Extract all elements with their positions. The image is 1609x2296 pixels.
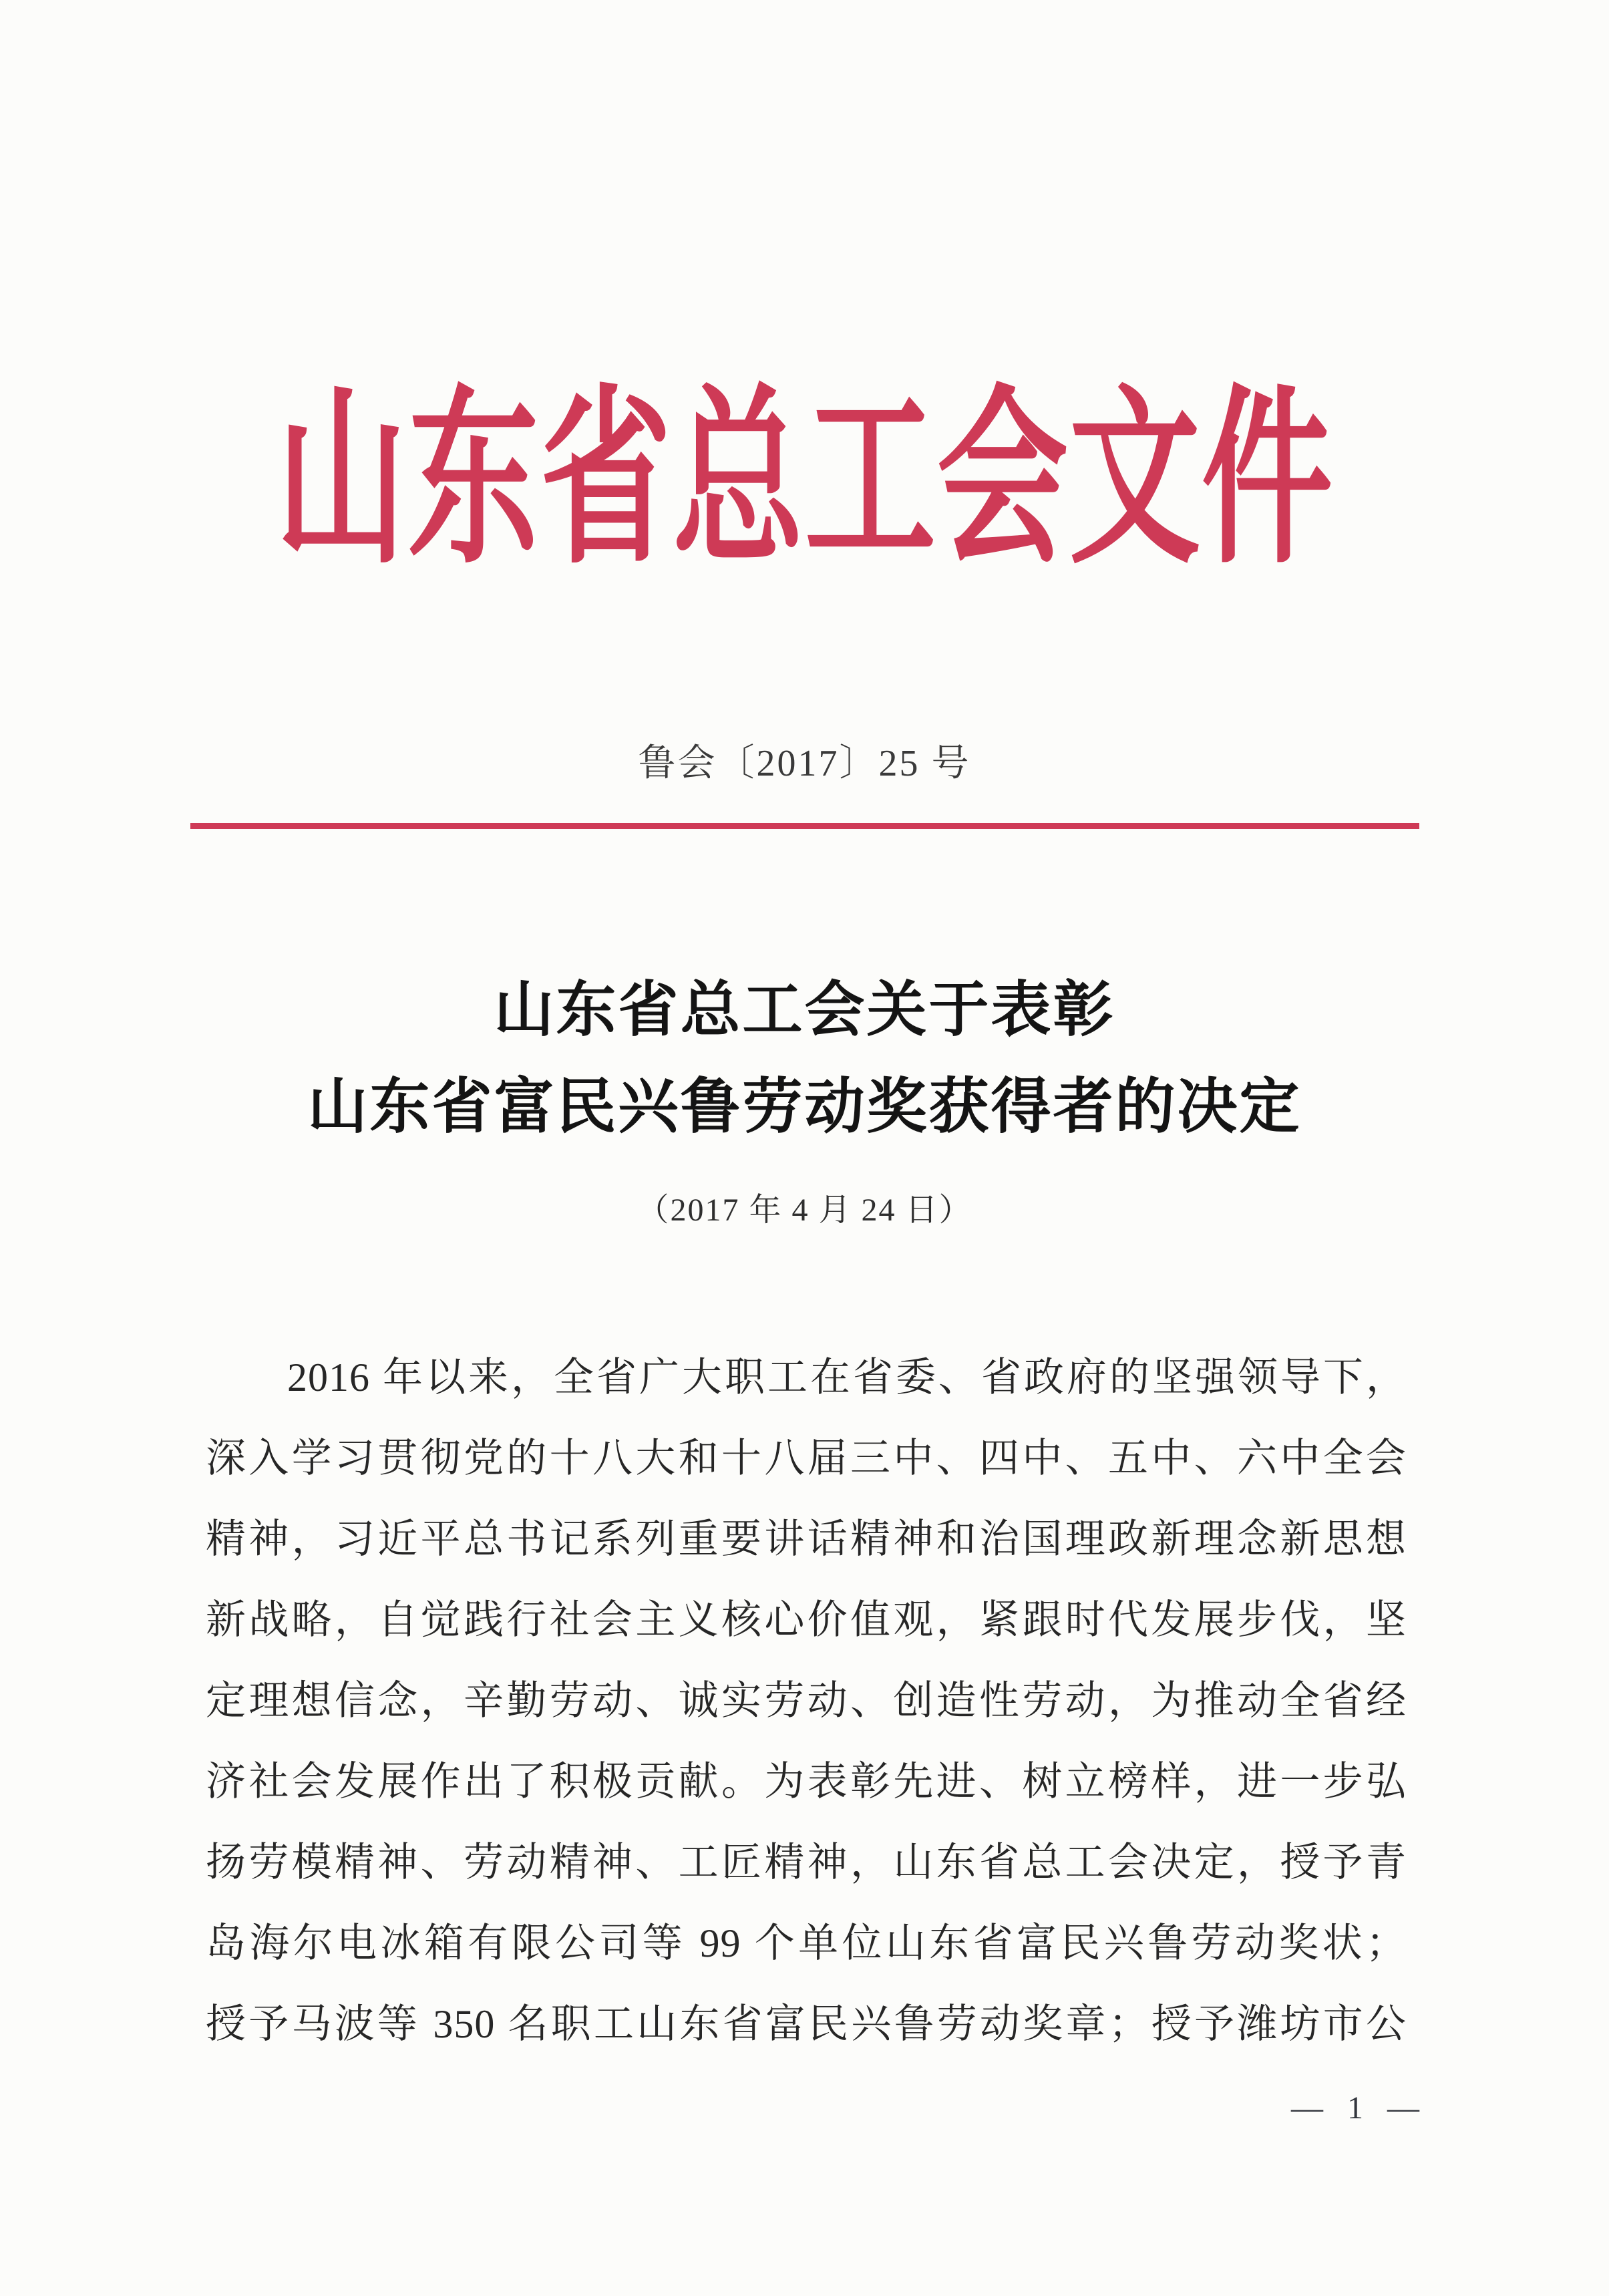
decision-title-line1: 山东省总工会关于表彰 [494, 977, 1115, 1043]
letterhead [0, 375, 1609, 586]
document-body [206, 1337, 1407, 2065]
red-divider-line [190, 823, 1419, 829]
page-number: — 1 — [1291, 2090, 1427, 2126]
doc-number: 鲁会〔2017〕25 号 [638, 743, 971, 784]
body-line: 授予马波等 350 名职工山东省富民兴鲁劳动奖章；授予潍坊市公 [206, 2002, 1407, 2046]
body-line: 新战略，自觉践行社会主义核心价值观，紧跟时代发展步伐，坚 [206, 1598, 1407, 1642]
body-line: 定理想信念，辛勤劳动、诚实劳动、创造性劳动，为推动全省经 [206, 1679, 1407, 1723]
body-line: 深入学习贯彻党的十八大和十八届三中、四中、五中、六中全会 [206, 1436, 1407, 1480]
body-line: 精神，习近平总书记系列重要讲话精神和治国理政新理念新思想 [206, 1517, 1407, 1561]
decision-title [0, 962, 1609, 1156]
letterhead-title: 山东省总工会文件 [275, 375, 1334, 586]
decision-date: （2017 年 4 月 24 日） [637, 1192, 972, 1228]
body-line: 扬劳模精神、劳动精神、工匠精神，山东省总工会决定，授予青 [206, 1840, 1407, 1884]
body-line: 2016 年以来，全省广大职工在省委、省政府的坚强领导下， [287, 1355, 1407, 1400]
body-line: 岛海尔电冰箱有限公司等 99 个单位山东省富民兴鲁劳动奖状； [206, 1921, 1407, 1965]
decision-title-line2: 山东省富民兴鲁劳动奖获得者的决定 [307, 1074, 1302, 1140]
body-line: 济社会发展作出了积极贡献。为表彰先进、树立榜样，进一步弘 [206, 1760, 1407, 1804]
